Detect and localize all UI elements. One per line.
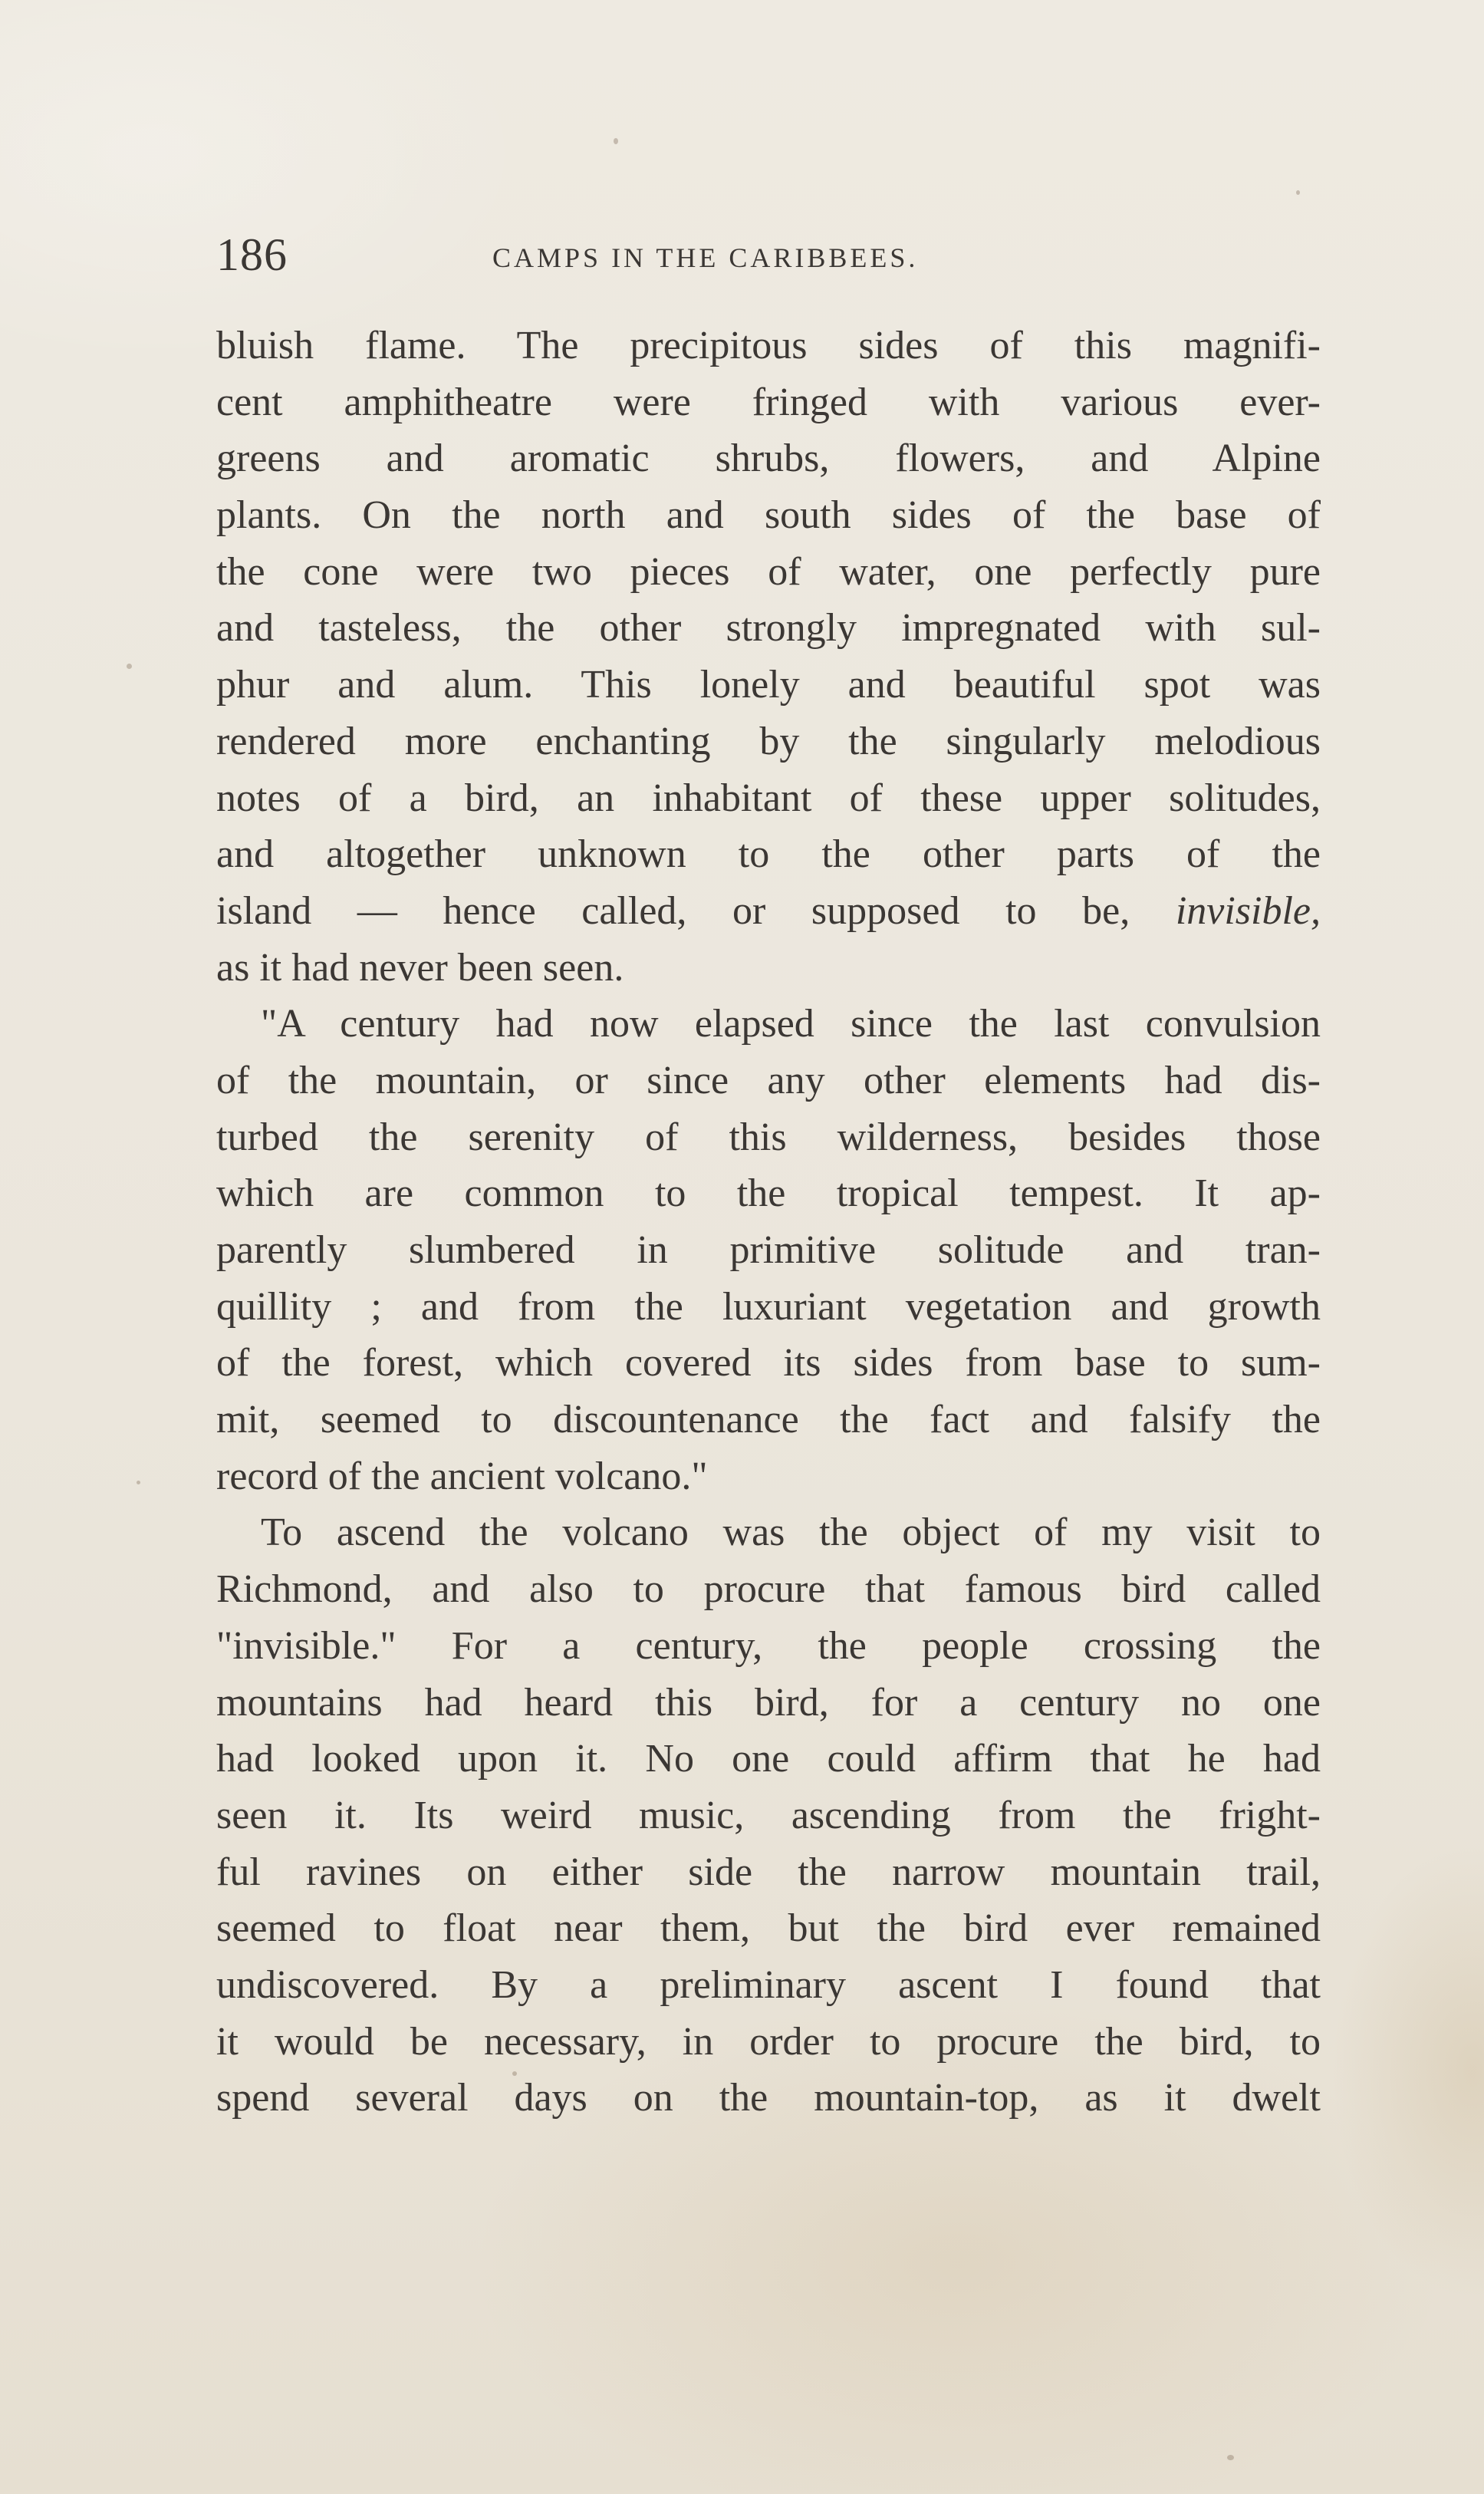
text-line: which are common to the tropical tempest. It ap-: [216, 1171, 1321, 1216]
text-line: record of the ancient volcano.": [216, 1454, 708, 1498]
text-line: of the mountain, or since any other elements had dis-: [216, 1058, 1321, 1102]
paper-speck: [1227, 2455, 1234, 2460]
running-head: CAMPS IN THE CARIBBEES.: [492, 242, 919, 273]
text-line: cent amphitheatre were fringed with various ever-: [216, 380, 1321, 424]
italic-word: invisible,: [1175, 888, 1321, 933]
text-line: as it had never been seen.: [216, 945, 624, 990]
paper-speck: [614, 138, 618, 144]
text-line: undiscovered. By a preliminary ascent I found that: [216, 1962, 1321, 2007]
text-line: To ascend the volcano was the object of my visit to: [261, 1511, 1321, 1555]
paper-speck: [512, 2071, 517, 2076]
text-line: of the forest, which covered its sides from base to sum-: [216, 1341, 1321, 1385]
text-line: island — hence called, or supposed to be, invisible,: [216, 888, 1321, 933]
text-line: and altogether unknown to the other parts of the: [216, 832, 1321, 877]
text-line: the cone were two pieces of water, one perfectly pure: [216, 549, 1321, 594]
paper-speck: [137, 1481, 140, 1484]
text-line: mountains had heard this bird, for a century no one: [216, 1680, 1321, 1725]
text-line: "invisible." For a century, the people crossing the: [216, 1623, 1321, 1668]
text-line: mit, seemed to discountenance the fact and falsify the: [216, 1398, 1321, 1442]
text-line: spend several days on the mountain-top, as it dwelt: [216, 2076, 1321, 2120]
paper-speck: [127, 664, 132, 669]
text-line: rendered more enchanting by the singularly melodious: [216, 719, 1321, 763]
text-line: greens and aromatic shrubs, flowers, and Alpine: [216, 437, 1321, 481]
text-line: ful ravines on either side the narrow mountain trail,: [216, 1850, 1321, 1894]
paper-speck: [1296, 190, 1300, 195]
text-line: turbed the serenity of this wilderness, besides those: [216, 1115, 1321, 1159]
text-line: notes of a bird, an inhabitant of these upper solitudes,: [216, 776, 1321, 820]
text-line: seen it. Its weird music, ascending from the fright-: [216, 1793, 1321, 1837]
page-header: [216, 224, 1321, 285]
text-line: quillity ; and from the luxuriant vegetation and growth: [216, 1284, 1321, 1329]
text-line: it would be necessary, in order to procure the bird, to: [216, 2019, 1321, 2064]
text-line: plants. On the north and south sides of the base of: [216, 493, 1321, 538]
page-number: 186: [216, 229, 288, 280]
text-line: phur and alum. This lonely and beautiful spot was: [216, 663, 1321, 707]
text-line: parently slumbered in primitive solitude and tran-: [216, 1228, 1321, 1272]
text-line: seemed to float near them, but the bird ever remained: [216, 1906, 1321, 1951]
text-line: "A century had now elapsed since the last convulsion: [261, 1002, 1321, 1046]
text-line: and tasteless, the other strongly impregnated with sul-: [216, 606, 1321, 651]
body-text: [216, 318, 1321, 2127]
text-line: had looked upon it. No one could affirm that he had: [216, 1737, 1321, 1781]
text-line: Richmond, and also to procure that famous bird called: [216, 1567, 1321, 1612]
text-line: bluish flame. The precipitous sides of this magnifi-: [216, 324, 1321, 367]
